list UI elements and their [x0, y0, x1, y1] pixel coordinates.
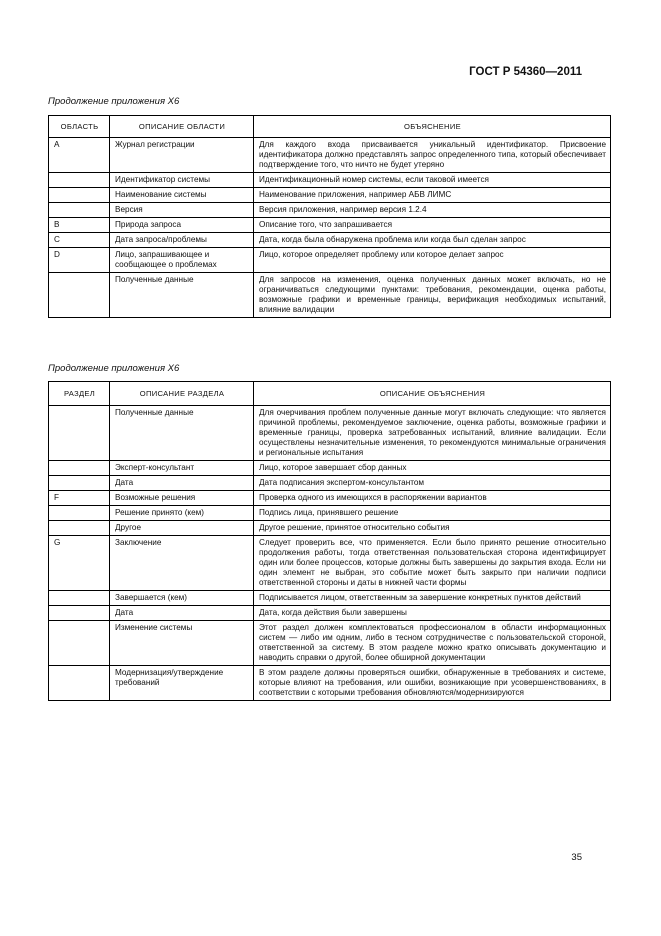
table1-caption: Продолжение приложения Х6	[48, 96, 180, 107]
row-area-code	[49, 621, 110, 666]
document-code: ГОСТ Р 54360—2011	[469, 66, 582, 78]
table2-caption: Продолжение приложения Х6	[48, 363, 180, 374]
row-description: Решение принято (кем)	[110, 506, 254, 521]
table-row	[49, 536, 611, 591]
table-row	[49, 666, 611, 701]
row-explanation: Подписывается лицом, ответственным за завершение конкретных пунктов действий	[254, 591, 611, 606]
table-2	[48, 381, 611, 701]
row-explanation: Наименование приложения, например АБВ ЛИМС	[254, 188, 611, 203]
table-row	[49, 273, 611, 318]
table-row	[49, 188, 611, 203]
row-area-code	[49, 521, 110, 536]
row-explanation: Дата, когда действия были завершены	[254, 606, 611, 621]
row-explanation: Для запросов на изменения, оценка полученных данных может включать, но не ограничиваться следующими пунктами: требования, рекомендации, оценка работы, возможные графики и временные границы, верификация необходимых испытаний, влияние валидации	[254, 273, 611, 318]
row-explanation: Описание того, что запрашивается	[254, 218, 611, 233]
row-area-code	[49, 666, 110, 701]
table-header-row	[49, 382, 611, 406]
table-header-row	[49, 116, 611, 138]
row-description: Дата запроса/проблемы	[110, 233, 254, 248]
column-header-description: ОПИСАНИЕ ОБЛАСТИ	[110, 116, 254, 138]
row-explanation: Подпись лица, принявшего решение	[254, 506, 611, 521]
row-explanation: Другое решение, принятое относительно события	[254, 521, 611, 536]
table-row	[49, 203, 611, 218]
table1-body	[49, 138, 611, 318]
table-row	[49, 591, 611, 606]
column-header-area: ОБЛАСТЬ	[49, 116, 110, 138]
row-area-code	[49, 591, 110, 606]
row-explanation: Для очерчивания проблем полученные данные могут включать следующие: что является причиной проблемы, рекомендуемое заключение, оценка работы, возможные графики и временные границы, проверка затребованных испытаний, влияние валидации. Если осуществлены незначительные изменения, то рекомендуются минимальные ограничения и региональные испытания	[254, 406, 611, 461]
table-row	[49, 461, 611, 476]
row-area-code	[49, 273, 110, 318]
column-header-description: ОПИСАНИЕ РАЗДЕЛА	[110, 382, 254, 406]
row-description: Возможные решения	[110, 491, 254, 506]
row-explanation: Дата, когда была обнаружена проблема или когда был сделан запрос	[254, 233, 611, 248]
row-area-code	[49, 203, 110, 218]
row-description: Полученные данные	[110, 273, 254, 318]
table-row	[49, 506, 611, 521]
table-row	[49, 621, 611, 666]
table-row	[49, 491, 611, 506]
row-explanation: Версия приложения, например версия 1.2.4	[254, 203, 611, 218]
row-description: Журнал регистрации	[110, 138, 254, 173]
row-description: Идентификатор системы	[110, 173, 254, 188]
row-description: Наименование системы	[110, 188, 254, 203]
table-row	[49, 476, 611, 491]
row-area-code	[49, 506, 110, 521]
row-description: Лицо, запрашивающее и сообщающее о проблемах	[110, 248, 254, 273]
row-area-code: G	[49, 536, 110, 591]
page-number: 35	[571, 852, 582, 863]
row-explanation: Лицо, которое завершает сбор данных	[254, 461, 611, 476]
row-area-code	[49, 606, 110, 621]
row-description: Полученные данные	[110, 406, 254, 461]
table-row	[49, 233, 611, 248]
table-row	[49, 138, 611, 173]
table-row	[49, 248, 611, 273]
row-area-code: F	[49, 491, 110, 506]
column-header-explanation: ОПИСАНИЕ ОБЪЯСНЕНИЯ	[254, 382, 611, 406]
row-area-code	[49, 476, 110, 491]
row-area-code: C	[49, 233, 110, 248]
table-row	[49, 606, 611, 621]
row-area-code	[49, 461, 110, 476]
row-explanation: Этот раздел должен комплектоваться профессионалом в области информационных систем — либо им одним, либо в тесном сотрудничестве с пользовательской стороной, ответственной за систему. В этом разделе можно кратко описывать документацию и наводить справки о другой, более обширной документации	[254, 621, 611, 666]
row-explanation: Дата подписания экспертом-консультантом	[254, 476, 611, 491]
row-description: Эксперт-консультант	[110, 461, 254, 476]
column-header-explanation: ОБЪЯСНЕНИЕ	[254, 116, 611, 138]
row-description: Модернизация/утверждение требований	[110, 666, 254, 701]
column-header-section: РАЗДЕЛ	[49, 382, 110, 406]
row-description: Завершается (кем)	[110, 591, 254, 606]
table-row	[49, 406, 611, 461]
table2-body	[49, 406, 611, 701]
row-explanation: В этом разделе должны проверяться ошибки, обнаруженные в требованиях и системе, которые влияют на требования, или ошибки, возникающие при усовершенствованиях, в соответствии с которыми требования обновляются/модернизируются	[254, 666, 611, 701]
row-area-code	[49, 188, 110, 203]
row-description: Версия	[110, 203, 254, 218]
table-row	[49, 521, 611, 536]
row-explanation: Проверка одного из имеющихся в распоряжении вариантов	[254, 491, 611, 506]
row-description: Дата	[110, 606, 254, 621]
row-explanation: Следует проверить все, что применяется. Если было принято решение относительно продолжения работы, тогда ответственная пользовательская сторона идентифицирует один или более процессов, которые должны быть завершены до закрытия входа. Если ни один элемент не выбран, это событие может быть закрыто при наличии подписи ответственной стороны и даты в нижней части формы	[254, 536, 611, 591]
row-description: Заключение	[110, 536, 254, 591]
row-area-code: B	[49, 218, 110, 233]
row-area-code: D	[49, 248, 110, 273]
table-1	[48, 115, 611, 318]
row-description: Другое	[110, 521, 254, 536]
row-area-code	[49, 173, 110, 188]
row-area-code: A	[49, 138, 110, 173]
table-row	[49, 218, 611, 233]
row-description: Дата	[110, 476, 254, 491]
table-row	[49, 173, 611, 188]
row-explanation: Лицо, которое определяет проблему или которое делает запрос	[254, 248, 611, 273]
row-explanation: Для каждого входа присваивается уникальный идентификатор. Присвоение идентификатора должно представлять запрос определенного типа, который обеспечивает подтверждение того, что ничто не будет утеряно	[254, 138, 611, 173]
row-area-code	[49, 406, 110, 461]
row-description: Изменение системы	[110, 621, 254, 666]
row-explanation: Идентификационный номер системы, если таковой имеется	[254, 173, 611, 188]
row-description: Природа запроса	[110, 218, 254, 233]
